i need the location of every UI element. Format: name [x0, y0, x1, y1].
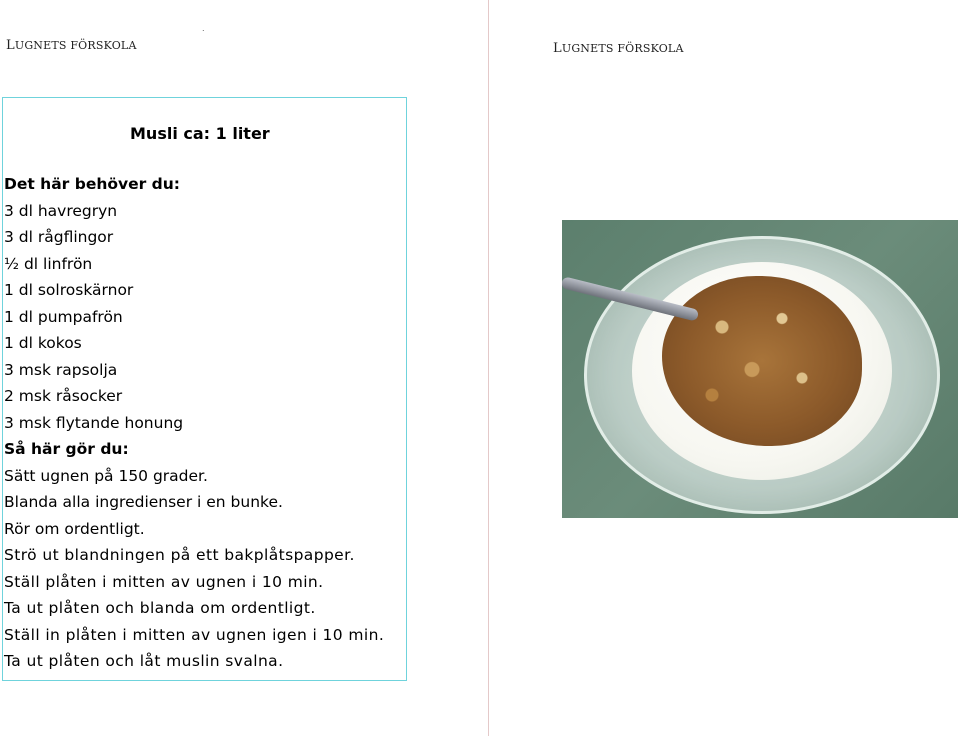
- step-item: Strö ut blandningen på ett bakplåtspapper.: [4, 546, 355, 564]
- ingredient-item: 1 dl solroskärnor: [4, 281, 134, 299]
- ingredient-item: 1 dl kokos: [4, 334, 82, 352]
- step-item: Ta ut plåten och låt muslin svalna.: [4, 652, 284, 670]
- recipe-content: [4, 171, 384, 675]
- ingredient-item: 3 msk rapsolja: [4, 360, 118, 379]
- header-left: [6, 38, 137, 53]
- recipe-title: Musli ca: 1 liter: [130, 124, 270, 143]
- ingredient-item: 1 dl pumpafrön: [4, 307, 123, 326]
- ingredient-item: ½ dl linfrön: [4, 254, 93, 273]
- step-item: Ställ in plåten i mitten av ugnen igen i 10 min.: [4, 625, 385, 644]
- header-right-initial: L: [553, 41, 562, 56]
- step-item: Ställ plåten i mitten av ugnen i 10 min.: [4, 572, 324, 591]
- header-left-initial: L: [6, 38, 15, 53]
- stray-mark: .: [202, 24, 205, 33]
- steps-heading: Så här gör du:: [4, 440, 129, 458]
- muesli-photo: [562, 220, 958, 518]
- step-item: Sätt ugnen på 150 grader.: [4, 466, 208, 485]
- step-item: Ta ut plåten och blanda om ordentligt.: [4, 599, 316, 617]
- ingredient-item: 3 msk flytande honung: [4, 413, 184, 432]
- step-item: Rör om ordentligt.: [4, 519, 145, 538]
- header-right-text: UGNETS FÖRSKOLA: [561, 42, 684, 55]
- ingredient-item: 3 dl havregryn: [4, 201, 118, 220]
- ingredient-item: 3 dl rågflingor: [4, 228, 114, 246]
- header-left-text: UGNETS FÖRSKOLA: [14, 39, 137, 52]
- step-item: Blanda alla ingredienser i en bunke.: [4, 493, 283, 511]
- page-fold-divider: [488, 0, 489, 736]
- ingredient-item: 2 msk råsocker: [4, 387, 123, 405]
- ingredients-heading: Det här behöver du:: [4, 175, 180, 193]
- header-right: [553, 41, 684, 56]
